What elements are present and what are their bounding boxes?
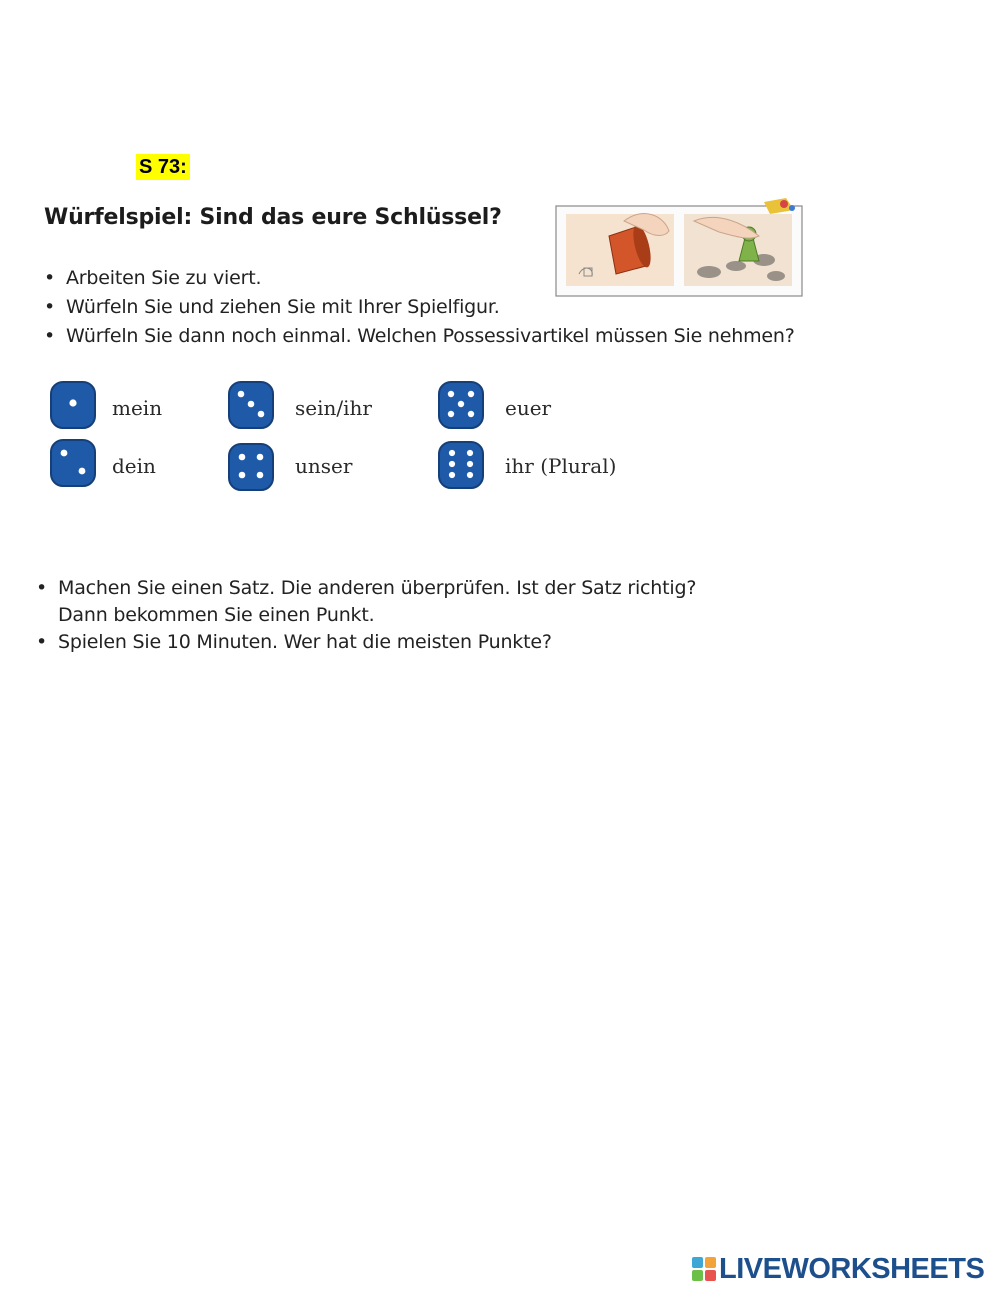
instruction-line: Dann bekommen Sie einen Punkt. (58, 604, 375, 626)
instruction-line: Spielen Sie 10 Minuten. Wer hat die meisten Punkte? (58, 631, 552, 653)
instruction-item (36, 629, 696, 656)
die-five-icon (436, 378, 488, 434)
possessive-word: euer (505, 396, 552, 420)
exercise-title: Würfelspiel: Sind das eure Schlüssel? (44, 205, 502, 230)
liveworksheets-watermark[interactable] (692, 1254, 984, 1284)
die-four-icon (226, 440, 278, 496)
instruction-item: • Arbeiten Sie zu viert. (44, 264, 795, 293)
watermark-text: LIVEWORKSHEETS (719, 1253, 985, 1285)
die-three-icon (226, 378, 278, 434)
dice-game-illustration (554, 196, 804, 300)
instruction-item: • Würfeln Sie und ziehen Sie mit Ihrer Spielfigur. (44, 293, 795, 322)
liveworksheets-logo-icon (692, 1257, 716, 1281)
die-one-icon (48, 378, 100, 434)
instructions-bottom (36, 575, 696, 656)
possessive-word: mein (112, 396, 163, 420)
possessive-word: sein/ihr (295, 396, 372, 420)
instruction-item (36, 575, 696, 629)
die-six-icon (436, 438, 488, 494)
possessive-word: dein (112, 454, 156, 478)
possessive-word: ihr (Plural) (505, 454, 617, 478)
instruction-item: • Würfeln Sie dann noch einmal. Welchen Possessivartikel müssen Sie nehmen? (44, 322, 795, 351)
die-two-icon (48, 436, 100, 492)
page-number-label: S 73: (136, 154, 190, 180)
possessive-word: unser (295, 454, 353, 478)
instruction-line: Machen Sie einen Satz. Die anderen überprüfen. Ist der Satz richtig? (58, 577, 697, 599)
